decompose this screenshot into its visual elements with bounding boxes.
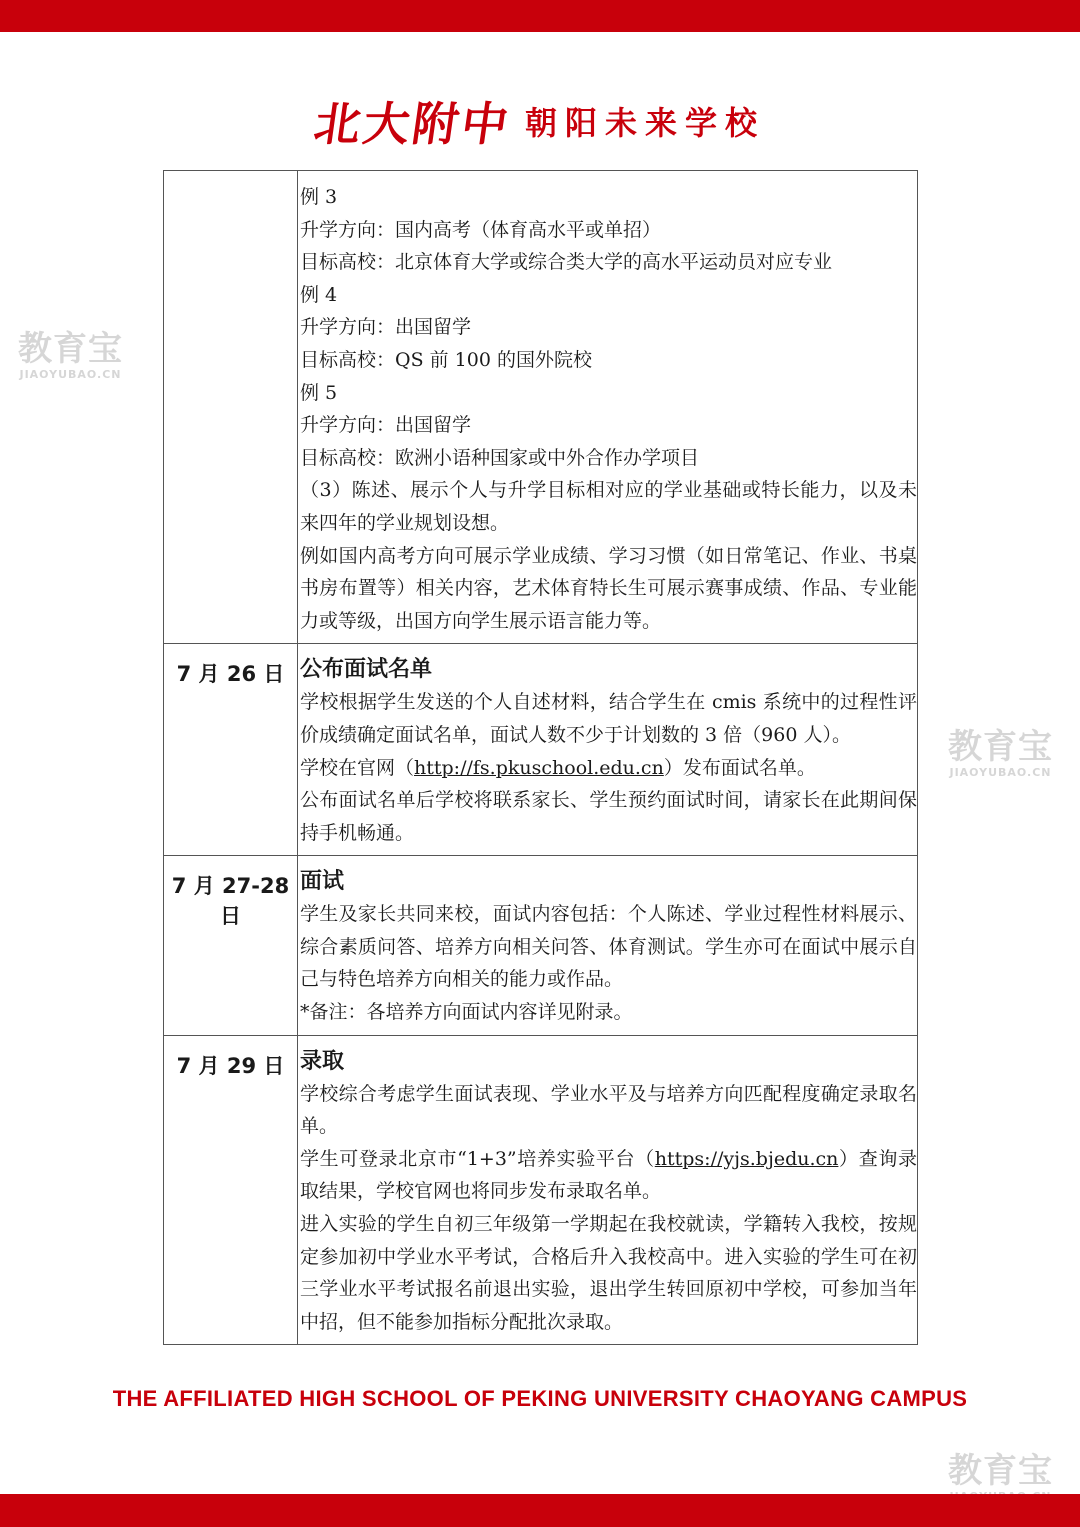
paragraph-text: 学生可登录北京市“1+3”培养实验平台（ [300,1147,655,1170]
schedule-content [298,644,918,856]
page-header [0,88,1080,154]
paragraph: 升学方向：国内高考（体育高水平或单招） [300,218,662,241]
paragraph-text: 学校在官网（ [300,756,415,779]
stage-title: 录取 [300,1048,345,1074]
paragraph: 例如国内高考方向可展示学业成绩、学习习惯（如日常笔记、作业、书桌书房布置等）相关内容，艺术体育特长生可展示赛事成绩、作品、专业能力或等级，出国方向学生展示语言能力等。 [300,544,917,632]
schedule-row [164,171,918,644]
paragraph-text: ）查询录取结果，学校官网也将同步发布录取名单。 [300,1147,917,1203]
schedule-date [164,171,298,644]
schedule-table [163,170,918,1345]
paragraph-with-link [300,1143,917,1208]
paragraph: 进入实验的学生自初三年级第一学期起在我校就读，学籍转入我校，按规定参加初中学业水平考试，合格后升入我校高中。进入实验的学生可在初三学业水平考试报名前退出实验，退出学生转回原初中学校，可参加当年中招，但不能参加指标分配批次录取。 [300,1213,917,1333]
paragraph: 目标高校：北京体育大学或综合类大学的高水平运动员对应专业 [300,251,833,274]
footer-english-name: THE AFFILIATED HIGH SCHOOL OF PEKING UNIVERSITY CHAOYANG CAMPUS [112,1386,968,1411]
school-logo-calligraphy: 北大附中 [310,97,515,151]
website-link[interactable]: https://yjs.bjedu.cn [654,1147,839,1170]
paragraph: 目标高校：欧洲小语种国家或中外合作办学项目 [300,446,700,469]
paragraph: （3）陈述、展示个人与升学目标相对应的学业基础或特长能力，以及未来四年的学业规划设想。 [300,479,917,534]
paragraph: 例 3 [300,186,338,208]
schedule-date: 7 月 29 日 [164,1035,298,1345]
paragraph: 目标高校：QS 前 100 的国外院校 [300,348,592,371]
schedule-content [298,171,918,644]
stage-title: 面试 [300,869,345,895]
paragraph: 学校综合考虑学生面试表现、学业水平及与培养方向匹配程度确定录取名单。 [300,1082,917,1138]
watermark-right: 教育宝 JIAOYUBAO.CN [948,727,1053,779]
paragraph-text: ）发布面试名单。 [663,756,816,779]
paragraph: 例 4 [300,283,338,306]
stage-title: 公布面试名单 [300,657,433,683]
paragraph: 学校根据学生发送的个人自述材料，结合学生在 cmis 系统中的过程性评价成绩确定面试名单，面试人数不少于计划数的 3 倍（960 人）。 [300,691,917,746]
schedule-row [164,856,918,1035]
schedule-date: 7 月 27-28 日 [164,856,298,1035]
schedule-content [298,856,918,1035]
paragraph: 升学方向：出国留学 [300,316,472,339]
paragraph: 学生及家长共同来校，面试内容包括：个人陈述、学业过程性材料展示、综合素质问答、培养方向相关问答、体育测试。学生亦可在面试中展示自己与特色培养方向相关的能力或作品。 [300,903,917,991]
paragraph-with-link [300,752,917,785]
schedule-date: 7 月 26 日 [164,644,298,856]
schedule-row [164,644,918,856]
bottom-red-bar [0,1494,1080,1527]
schedule-row [164,1035,918,1345]
paragraph: 升学方向：出国留学 [300,414,472,437]
paragraph: 例 5 [300,381,338,404]
watermark-left: 教育宝 JIAOYUBAO.CN [18,329,123,381]
top-red-bar [0,0,1080,32]
campus-name: 朝阳未来学校 [524,104,765,142]
paragraph: 公布面试名单后学校将联系家长、学生预约面试时间，请家长在此期间保持手机畅通。 [300,789,917,844]
website-link[interactable]: http://fs.pkuschool.edu.cn [414,756,664,779]
schedule-content [298,1035,918,1345]
watermark-bottom-right: 教育宝 [948,1451,1053,1491]
paragraph: *备注：各培养方向面试内容详见附录。 [300,1001,633,1024]
